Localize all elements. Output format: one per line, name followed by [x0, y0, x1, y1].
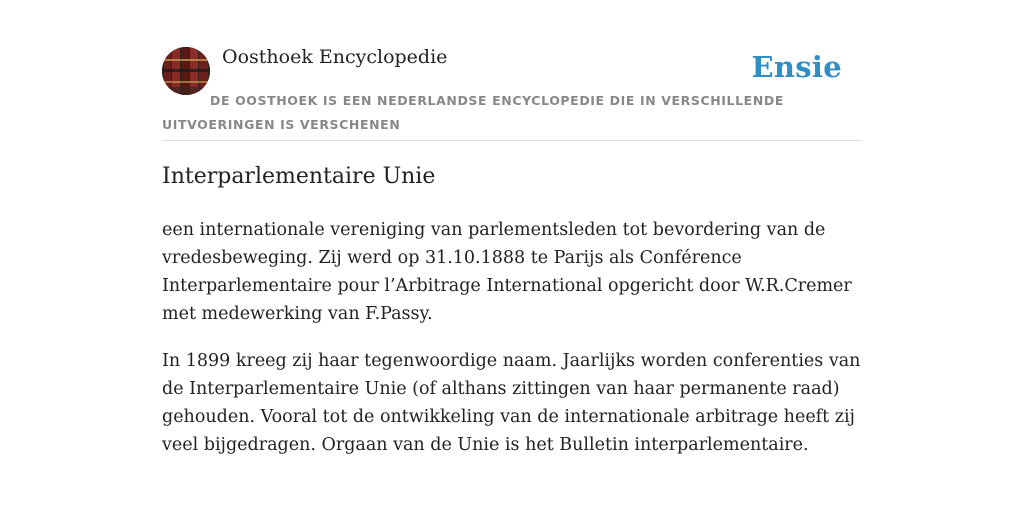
encyclopedia-avatar[interactable]	[162, 47, 210, 95]
book-spines-icon	[162, 47, 210, 95]
site-header	[162, 0, 862, 141]
page-container	[162, 0, 862, 455]
article-title: Interparlementaire Unie	[162, 164, 436, 189]
site-tagline: DE OOSTHOEK IS EEN NEDERLANDSE ENCYCLOPEDIE DIE IN VERSCHILLENDE UITVOERINGEN IS VERSCHENEN	[162, 93, 784, 132]
article-paragraph: een internationale vereniging van parlementsleden tot bevordering van de vredesbeweging. Zij werd op 31.10.1888 te Parijs als Conférence Interparlementaire pour l’Arbitrage International opgericht door W.R.Cremer met medewerking van F.Passy.	[162, 220, 852, 324]
site-name[interactable]: Oosthoek Encyclopedie	[222, 46, 448, 68]
brand-logo[interactable]: Ensie	[751, 50, 842, 84]
article-paragraph: In 1899 kreeg zij haar tegenwoordige naam. Jaarlijks worden conferenties van de Interparlementaire Unie (of althans zittingen van haar permanente raad) gehouden. Vooral tot de ontwikkeling van de internationale arbitrage heeft zij veel bijgedragen. Orgaan van de Unie is het Bulletin interparlementaire.	[162, 351, 861, 455]
